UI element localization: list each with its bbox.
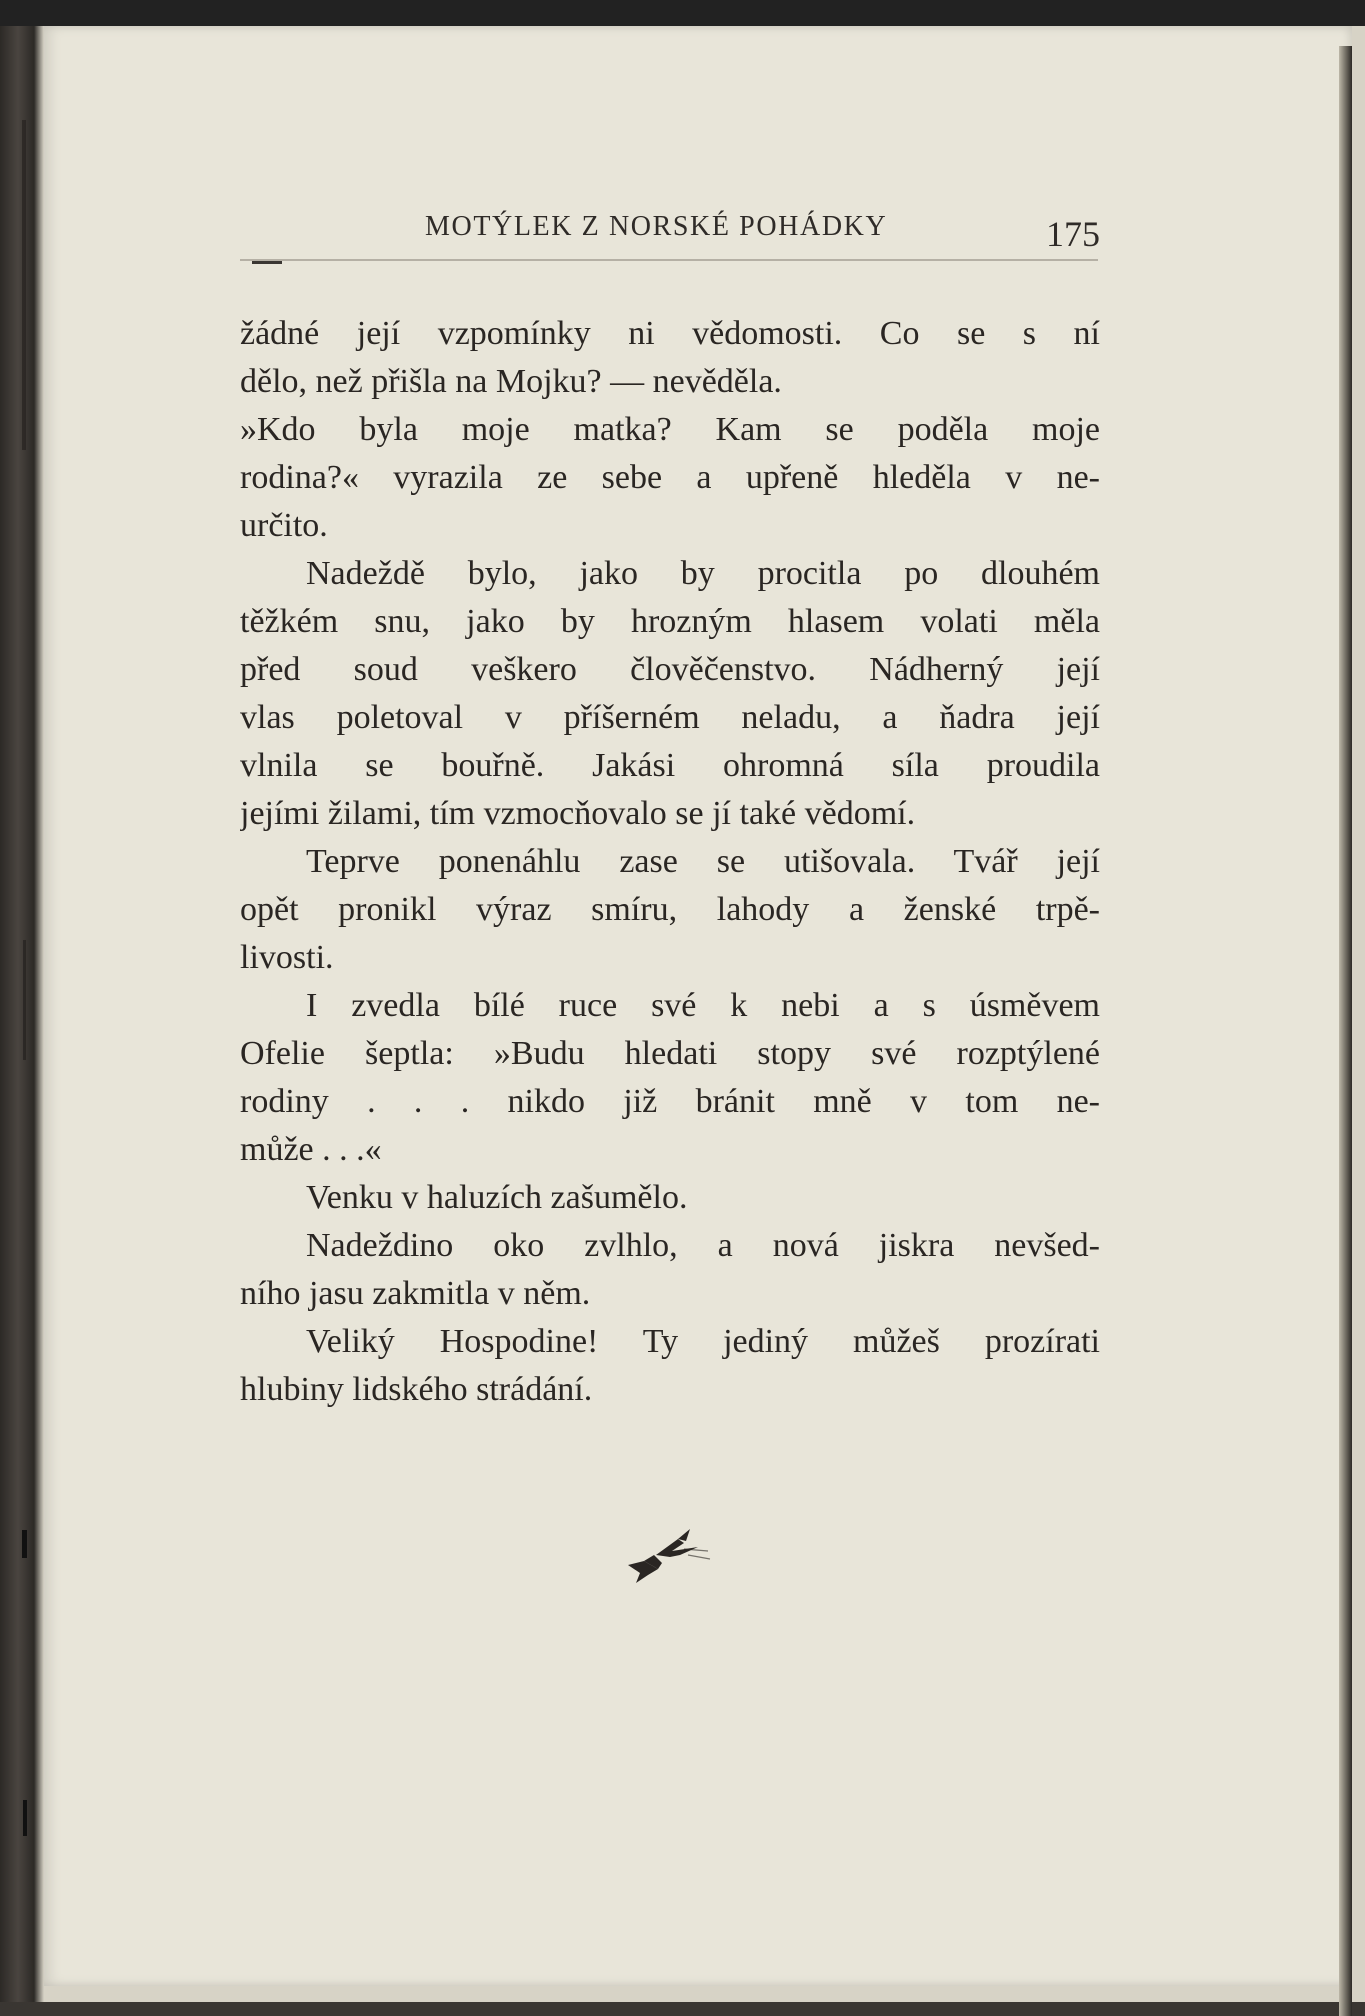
text-line: Teprve ponenáhlu zase se utišovala. Tvář její: [306, 843, 1100, 880]
text-line: Ofelie šeptla: »Budu hledati stopy své rozptýlené: [240, 1035, 1100, 1072]
text-line: Veliký Hospodine! Ty jediný můžeš prozírati: [306, 1323, 1100, 1360]
text-line: I zvedla bílé ruce své k nebi a s úsměvem: [306, 987, 1100, 1024]
text-line: určito.: [240, 507, 328, 544]
text-line: žádné její vzpomínky ni vědomosti. Co se s ní: [240, 315, 1100, 352]
text-line: livosti.: [240, 939, 334, 976]
running-title: MOTÝLEK Z NORSKÉ POHÁDKY: [425, 211, 888, 242]
text-line: hlubiny lidského strádání.: [240, 1371, 593, 1408]
binding-mark: [22, 1530, 27, 1558]
binding-mark: [22, 120, 26, 450]
binding-mark: [23, 940, 26, 1060]
text-line: ního jasu zakmitla v něm.: [240, 1275, 591, 1312]
text-line: »Kdo byla moje matka? Kam se poděla moje: [240, 411, 1100, 448]
swallows-ornament-icon: [618, 1525, 718, 1595]
text-line: jejími žilami, tím vzmocňovalo se jí také vědomí.: [240, 795, 916, 832]
text-line: rodina?« vyrazila ze sebe a upřeně hleděla v ne-: [240, 459, 1100, 496]
text-line: před soud veškero člověčenstvo. Nádherný její: [240, 651, 1100, 688]
page-header: [240, 205, 1100, 254]
text-line: Nadeždino oko zvlhlo, a nová jiskra nevšed-: [306, 1227, 1100, 1264]
binding-mark: [23, 1800, 27, 1836]
text-line: vlnila se bouřně. Jakási ohromná síla proudila: [240, 747, 1100, 784]
header-rule: [240, 259, 1098, 261]
text-line: opět pronikl výraz smíru, lahody a ženské trpě-: [240, 891, 1100, 928]
binding-marks: [20, 0, 34, 2002]
swallow-lower-icon: [628, 1555, 662, 1583]
text-line: Venku v haluzích zašumělo.: [306, 1179, 688, 1216]
text-line: těžkém snu, jako by hrozným hlasem volati měla: [240, 603, 1100, 640]
scan-top-edge: [0, 0, 1365, 26]
text-line: vlas poletoval v příšerném neladu, a ňadra její: [240, 699, 1100, 736]
body-text: [240, 310, 1100, 1414]
header-rule-mark: [252, 249, 282, 264]
page-right-edge: [1339, 46, 1352, 2016]
text-line: Nadeždě bylo, jako by procitla po dlouhém: [306, 555, 1100, 592]
page-number: 175: [1046, 214, 1100, 254]
swallow-upper-icon: [656, 1529, 698, 1557]
text-line: rodiny . . . nikdo již bránit mně v tom ne-: [240, 1083, 1100, 1120]
text-line: může . . .«: [240, 1131, 382, 1168]
text-line: dělo, než přišla na Mojku? — nevěděla.: [240, 363, 782, 400]
